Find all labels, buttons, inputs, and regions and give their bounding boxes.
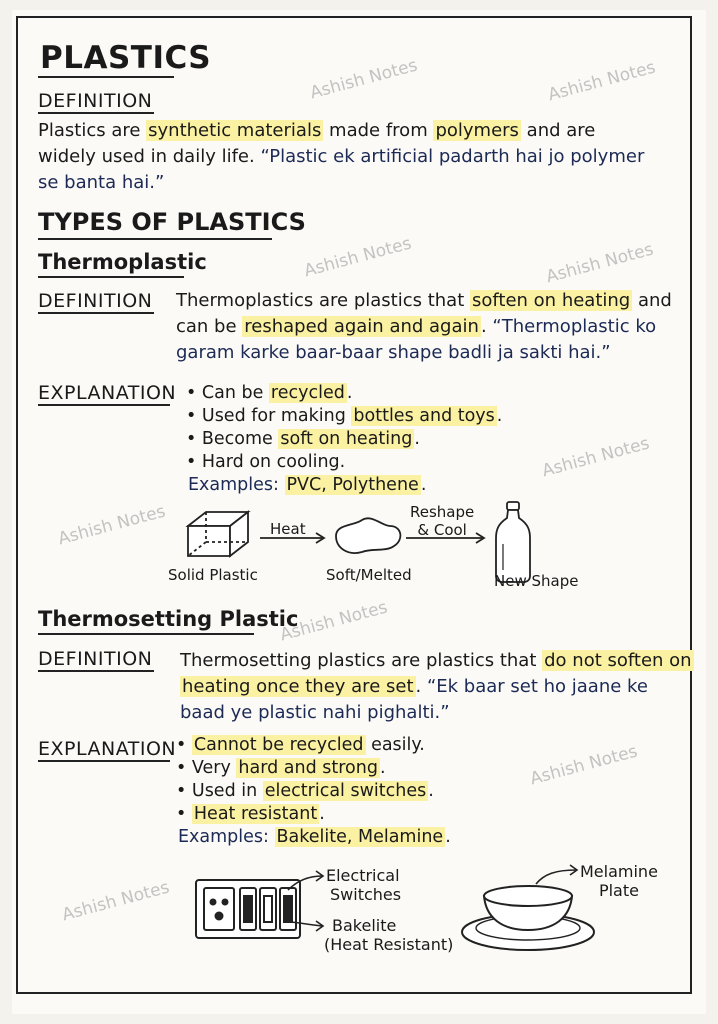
title-underline: [38, 76, 174, 78]
types-heading: TYPES OF PLASTICS: [38, 208, 306, 236]
list-item: • Hard on cooling.: [186, 452, 346, 472]
examples-line: Examples: Bakelite, Melamine .: [178, 827, 451, 847]
thermosetting-heading: Thermosetting Plastic: [38, 607, 299, 631]
watermark: Ashish Notes: [528, 741, 640, 790]
label-underline: [38, 404, 170, 406]
switch-board-icon: [196, 880, 300, 938]
label-underline: [38, 760, 170, 762]
watermark: Ashish Notes: [308, 55, 420, 104]
solid-plastic-caption: Solid Plastic: [168, 566, 258, 584]
list-item: • Used for making bottles and toys .: [186, 406, 503, 426]
heat-caption: Heat: [270, 520, 306, 538]
examples-line: Examples: PVC, Polythene .: [188, 475, 427, 495]
plate-pointer-icon: [536, 865, 577, 884]
heading-underline: [38, 633, 254, 635]
reshape-caption: Reshape & Cool: [410, 503, 475, 539]
thermosetting-bullets: [176, 734, 596, 849]
list-item: • Used in electrical switches .: [176, 781, 434, 801]
list-item: • Become soft on heating .: [186, 429, 420, 449]
definition-label: DEFINITION: [38, 90, 153, 112]
melted-caption: Soft/Melted: [326, 566, 412, 584]
list-item: • Cannot be recycled easily.: [176, 735, 425, 755]
melamine-caption: Melamine Plate: [580, 862, 658, 900]
list-item: • Heat resistant .: [176, 804, 325, 824]
thermoplastic-heading: Thermoplastic: [38, 250, 207, 274]
plate-icon: [462, 886, 594, 950]
heading-underline: [38, 238, 272, 240]
explanation-label: EXPLANATION: [38, 382, 177, 404]
thermoplastic-definition: Thermoplastics are plastics that soften on heating and can be reshaped again and again . “Thermoplastic ko garam karke baar-baar shape badli ja sakti hai.”: [176, 290, 672, 363]
watermark: Ashish Notes: [278, 597, 390, 646]
intro-paragraph: Plastics are synthetic materials made from polymers and are widely used in daily life. “Plastic ek artificial padarth hai jo polymer se banta hai.”: [38, 120, 645, 193]
definition-label: DEFINITION: [38, 648, 153, 670]
list-item: • Very hard and strong .: [176, 758, 386, 778]
switches-caption: Electrical Switches: [326, 866, 402, 904]
thermosetting-definition: Thermosetting plastics are plastics that do not soften on heating once they are set . “Ek baar set ho jaane ke baad ye plastic nahi pighalti.”: [180, 650, 692, 723]
explanation-label: EXPLANATION: [38, 738, 177, 760]
bakelite-caption: Bakelite (Heat Resistant): [324, 916, 454, 954]
page-title: PLASTICS: [40, 40, 212, 76]
label-underline: [38, 312, 154, 314]
solid-block-icon: [188, 512, 248, 556]
melted-blob-icon: [336, 518, 400, 553]
heading-underline: [38, 276, 184, 278]
list-item: • Can be recycled .: [186, 383, 353, 403]
new-shape-caption: New Shape: [494, 572, 579, 590]
watermark: Ashish Notes: [546, 57, 658, 106]
watermark: Ashish Notes: [544, 239, 656, 288]
label-underline: [38, 112, 154, 114]
watermark: Ashish Notes: [302, 233, 414, 282]
watermark: Ashish Notes: [56, 501, 168, 550]
watermark: Ashish Notes: [60, 877, 172, 926]
label-underline: [38, 670, 154, 672]
bottle-icon: [496, 502, 530, 582]
watermark: Ashish Notes: [540, 433, 652, 482]
thermoplastic-bullets: [186, 382, 586, 497]
definition-label: DEFINITION: [38, 290, 153, 312]
